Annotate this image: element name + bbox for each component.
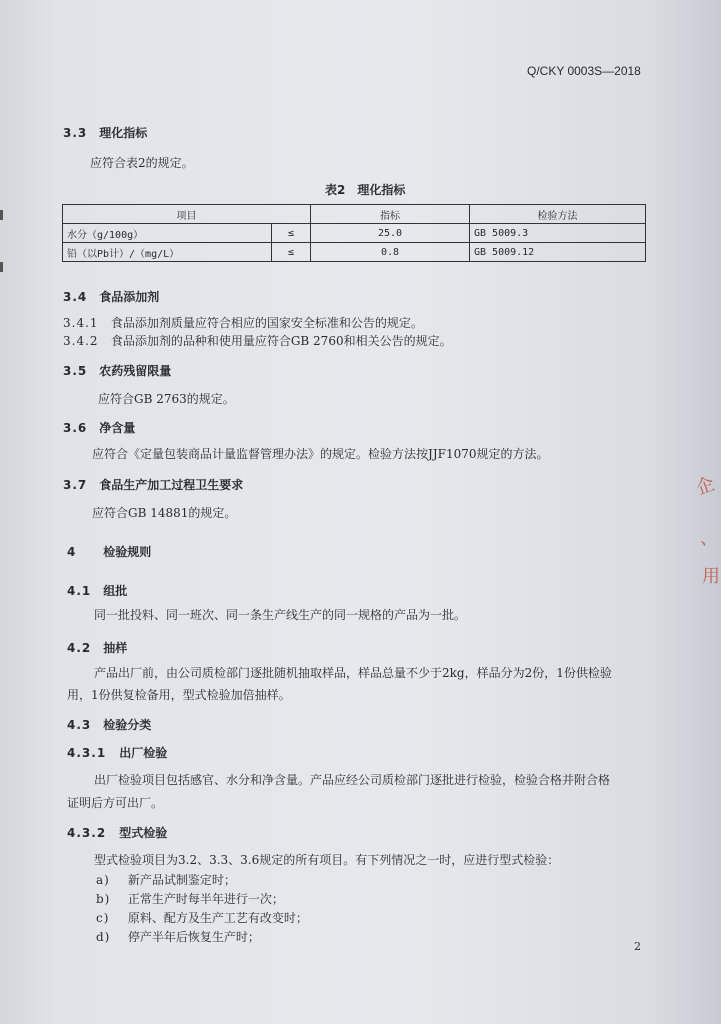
table-row	[63, 224, 646, 243]
section-body: 食品添加剂质量应符合相应的国家安全标准和公告的规定。	[110, 316, 423, 330]
header-indicator: 指标	[311, 205, 470, 224]
stamp-char: 、	[700, 528, 718, 549]
section-number: 4.2	[67, 641, 92, 655]
list-item	[96, 909, 308, 926]
section-4-3-heading	[67, 716, 151, 733]
section-3-4-2	[63, 332, 452, 349]
section-4-3-1-body-line1: 出厂检验项目包括感官、水分和净含量。产品应经公司质检部门逐批进行检验，检验合格并附合格	[94, 773, 611, 787]
section-3-4-heading	[63, 288, 159, 305]
stamp-char: 企	[693, 473, 718, 500]
row-operator: ≤	[272, 243, 311, 262]
row-item: 水分（g/100g）	[63, 224, 272, 243]
list-label: a)	[96, 873, 110, 887]
section-number: 3.6	[63, 421, 88, 435]
section-number: 3.7	[63, 478, 88, 492]
section-3-3-heading	[63, 124, 147, 141]
section-4-3-2-heading	[67, 824, 167, 841]
section-4-2-body-line1: 产品出厂前，由公司质检部门逐批随机抽取样品，样品总量不少于2kg，样品分为2份，1份供检验	[94, 666, 612, 680]
section-number: 3.3	[63, 126, 88, 140]
section-title: 净含量	[99, 421, 136, 435]
row-operator: ≤	[272, 224, 311, 243]
scan-edge-mark	[0, 262, 3, 272]
section-3-6-body: 应符合《定量包装商品计量监督管理办法》的规定。检验方法按JJF1070规定的方法。	[92, 447, 549, 461]
section-title: 型式检验	[119, 826, 168, 840]
section-title: 抽样	[103, 641, 128, 655]
section-title: 组批	[103, 584, 128, 598]
section-3-5-heading	[63, 362, 171, 379]
table-header-row	[63, 205, 646, 224]
list-text: 新产品试制鉴定时；	[127, 873, 236, 887]
section-number: 4.1	[67, 584, 92, 598]
section-number: 3.4.2	[63, 334, 99, 348]
list-text: 正常生产时每半年进行一次；	[127, 892, 284, 906]
section-3-7-body: 应符合GB 14881的规定。	[92, 506, 237, 520]
section-4-1-body: 同一批投料、同一班次、同一条生产线生产的同一规格的产品为一批。	[94, 608, 467, 622]
list-label: c)	[96, 911, 110, 925]
section-4-1-heading	[67, 582, 127, 599]
section-number: 3.5	[63, 364, 88, 378]
section-3-6-heading	[63, 419, 135, 436]
section-number: 3.4.1	[63, 316, 99, 330]
section-title: 食品添加剂	[99, 290, 160, 304]
company-seal-stamp	[694, 462, 721, 612]
header-item: 项目	[63, 205, 311, 224]
section-title: 农药残留限量	[99, 364, 172, 378]
section-number: 4.3	[67, 718, 92, 732]
section-4-2-body-line2: 用，1份供复检备用，型式检验加倍抽样。	[67, 688, 291, 702]
list-item	[96, 871, 236, 888]
section-title: 检验分类	[103, 718, 152, 732]
section-4-3-2-body: 型式检验项目为3.2、3.3、3.6规定的所有项目。有下列情况之一时，应进行型式检验：	[94, 853, 560, 867]
section-3-7-heading	[63, 476, 243, 493]
scan-edge-mark	[0, 210, 3, 220]
section-number: 4.3.2	[67, 826, 107, 840]
list-text: 停产半年后恢复生产时；	[127, 930, 260, 944]
section-title: 出厂检验	[119, 746, 168, 760]
section-title: 理化指标	[99, 126, 148, 140]
row-value: 0.8	[311, 243, 470, 262]
section-body: 食品添加剂的品种和使用量应符合GB 2760和相关公告的规定。	[110, 334, 452, 348]
standard-code: Q/CKY 0003S—2018	[527, 64, 641, 78]
section-number: 4.3.1	[67, 746, 107, 760]
section-4-heading	[67, 543, 151, 560]
table-row	[63, 243, 646, 262]
section-title: 食品生产加工过程卫生要求	[99, 478, 244, 492]
table-title: 表2 理化指标	[325, 183, 406, 197]
section-number: 3.4	[63, 290, 88, 304]
section-4-2-heading	[67, 639, 127, 656]
stamp-char: 用	[702, 566, 720, 587]
section-4-3-1-body-line2: 证明后方可出厂。	[67, 796, 164, 810]
list-item	[96, 890, 284, 907]
row-value: 25.0	[311, 224, 470, 243]
list-text: 原料、配方及生产工艺有改变时；	[127, 911, 308, 925]
section-number: 4	[67, 545, 77, 559]
section-4-3-1-heading	[67, 744, 167, 761]
section-3-3-body: 应符合表2的规定。	[90, 156, 194, 170]
page-number: 2	[634, 940, 641, 953]
section-title: 检验规则	[103, 545, 152, 559]
section-3-5-body: 应符合GB 2763的规定。	[98, 392, 235, 406]
row-item: 铅（以Pb计）/（mg/L）	[63, 243, 272, 262]
row-method: GB 5009.3	[470, 224, 646, 243]
specs-table	[62, 204, 646, 262]
header-method: 检验方法	[470, 205, 646, 224]
list-item	[96, 928, 260, 945]
section-3-4-1	[63, 314, 423, 331]
list-label: d)	[96, 930, 111, 944]
list-label: b)	[96, 892, 111, 906]
row-method: GB 5009.12	[470, 243, 646, 262]
